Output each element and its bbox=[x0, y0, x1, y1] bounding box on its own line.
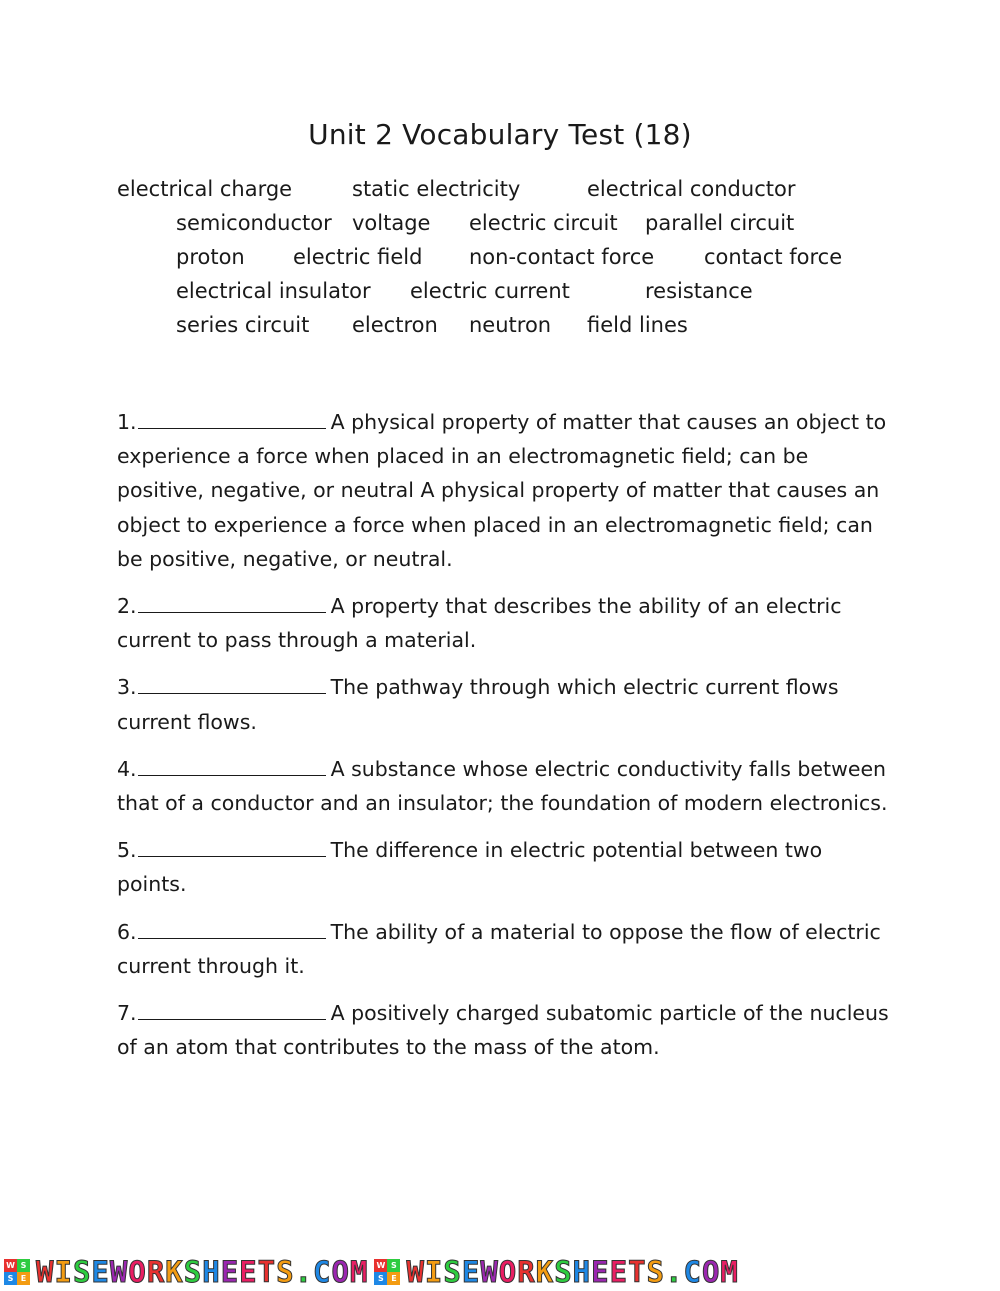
question-item bbox=[117, 996, 897, 1064]
brand-letter: R bbox=[517, 1255, 536, 1289]
brand-letter: O bbox=[331, 1255, 350, 1289]
question-number: 4. bbox=[117, 756, 137, 781]
brand-letter: E bbox=[609, 1255, 629, 1289]
brand-letter: R bbox=[146, 1255, 166, 1289]
word-bank-term: non-contact force bbox=[469, 245, 655, 269]
brand-letter: E bbox=[91, 1255, 110, 1289]
footer-watermark bbox=[0, 1254, 1000, 1290]
question-number: 2. bbox=[117, 594, 137, 619]
word-bank-term: resistance bbox=[645, 279, 753, 303]
brand-letter: M bbox=[720, 1255, 739, 1289]
brand-letter: E bbox=[591, 1255, 610, 1289]
brand-letter: W bbox=[480, 1255, 499, 1289]
answer-blank[interactable] bbox=[138, 916, 326, 939]
word-bank-row bbox=[0, 313, 1000, 347]
brand-letter: W bbox=[36, 1255, 55, 1289]
brand-letter: M bbox=[349, 1255, 369, 1289]
brand-letter: S bbox=[646, 1255, 665, 1289]
word-bank-row bbox=[0, 211, 1000, 245]
answer-blank[interactable] bbox=[138, 753, 326, 776]
word-bank-term: neutron bbox=[469, 313, 552, 337]
word-bank-term: parallel circuit bbox=[645, 211, 795, 235]
word-bank-row bbox=[0, 177, 1000, 211]
answer-blank[interactable] bbox=[138, 997, 326, 1020]
brand-logo bbox=[374, 1255, 738, 1289]
brand-letter: T bbox=[628, 1255, 647, 1289]
word-bank-row bbox=[0, 245, 1000, 279]
question-number: 7. bbox=[117, 1001, 137, 1026]
brand-letter: K bbox=[535, 1255, 555, 1289]
brand-letter: S bbox=[443, 1255, 462, 1289]
word-bank-term: electric circuit bbox=[469, 211, 618, 235]
question-item bbox=[117, 670, 897, 738]
word-bank-term: electric current bbox=[410, 279, 570, 303]
question-text: A positively charged subatomic particle of the nucleus of an atom that contributes to the mass of the atom. bbox=[117, 1001, 889, 1060]
brand-letter: E bbox=[461, 1255, 481, 1289]
brand-text bbox=[36, 1255, 368, 1289]
question-item bbox=[117, 405, 897, 576]
question-text: A substance whose electric conductivity falls between that of a conductor and an insulator; the foundation of modern electronics. bbox=[117, 756, 888, 816]
question-text: The pathway through which electric current flows current flows. bbox=[117, 675, 839, 734]
word-bank-term: series circuit bbox=[176, 313, 310, 337]
brand-letter: E bbox=[220, 1255, 240, 1289]
brand-letter: H bbox=[572, 1255, 592, 1289]
word-bank-term: field lines bbox=[587, 313, 688, 337]
page-title: Unit 2 Vocabulary Test (18) bbox=[308, 118, 692, 151]
question-item bbox=[117, 752, 897, 820]
question-item bbox=[117, 915, 897, 983]
word-bank-term: electrical charge bbox=[117, 177, 293, 201]
question-number: 6. bbox=[117, 919, 137, 944]
question-item bbox=[117, 589, 897, 657]
brand-letter: H bbox=[202, 1255, 221, 1289]
brand-letter: T bbox=[257, 1255, 277, 1289]
brand-letter: O bbox=[701, 1255, 721, 1289]
word-bank-term: voltage bbox=[352, 211, 431, 235]
brand-letter: C bbox=[683, 1255, 702, 1289]
brand-letter: . bbox=[665, 1255, 684, 1289]
word-bank-term: electron bbox=[352, 313, 438, 337]
question-item bbox=[117, 833, 897, 901]
brand-letter: S bbox=[183, 1255, 203, 1289]
word-bank-term: static electricity bbox=[352, 177, 521, 201]
brand-letter: W bbox=[109, 1255, 129, 1289]
brand-text bbox=[406, 1255, 738, 1289]
brand-letter: . bbox=[294, 1255, 314, 1289]
question-text: The difference in electric potential between two points. bbox=[117, 838, 823, 897]
answer-blank[interactable] bbox=[138, 834, 326, 857]
question-text: A physical property of matter that causes an object to experience a force when placed in an electromagnetic field; can be positive, negative, or neutral A physical property of matter that causes an object to experience a force when placed in an electromagnetic field; can be positive, negative, or neutral. bbox=[117, 410, 887, 571]
word-bank-term: contact force bbox=[704, 245, 843, 269]
brand-letter: I bbox=[424, 1255, 444, 1289]
brand-letter: K bbox=[165, 1255, 184, 1289]
brand-letter: I bbox=[54, 1255, 73, 1289]
word-bank-row bbox=[0, 279, 1000, 313]
brand-letter: W bbox=[406, 1255, 425, 1289]
logo-icon: W S S E bbox=[4, 1259, 30, 1285]
question-number: 5. bbox=[117, 838, 137, 863]
question-number: 3. bbox=[117, 675, 137, 700]
word-bank-term: electrical insulator bbox=[176, 279, 371, 303]
brand-letter: S bbox=[72, 1255, 92, 1289]
brand-letter: S bbox=[276, 1255, 295, 1289]
brand-letter: O bbox=[128, 1255, 147, 1289]
brand-letter: E bbox=[239, 1255, 258, 1289]
question-number: 1. bbox=[117, 410, 137, 434]
word-bank-term: electrical conductor bbox=[587, 177, 796, 201]
answer-blank[interactable] bbox=[138, 406, 326, 429]
brand-letter: C bbox=[313, 1255, 332, 1289]
word-bank-term: semiconductor bbox=[176, 211, 332, 235]
answer-blank[interactable] bbox=[138, 590, 326, 613]
brand-letter: O bbox=[498, 1255, 518, 1289]
question-text: The ability of a material to oppose the flow of electric current through it. bbox=[117, 919, 881, 978]
word-bank-term: electric field bbox=[293, 245, 423, 269]
brand-letter: S bbox=[554, 1255, 573, 1289]
brand-logo bbox=[4, 1255, 368, 1289]
logo-icon: W S S E bbox=[374, 1259, 400, 1285]
answer-blank[interactable] bbox=[138, 671, 326, 694]
question-list bbox=[117, 405, 897, 1077]
word-bank-term: proton bbox=[176, 245, 245, 269]
question-text: A property that describes the ability of an electric current to pass through a material. bbox=[117, 594, 842, 653]
